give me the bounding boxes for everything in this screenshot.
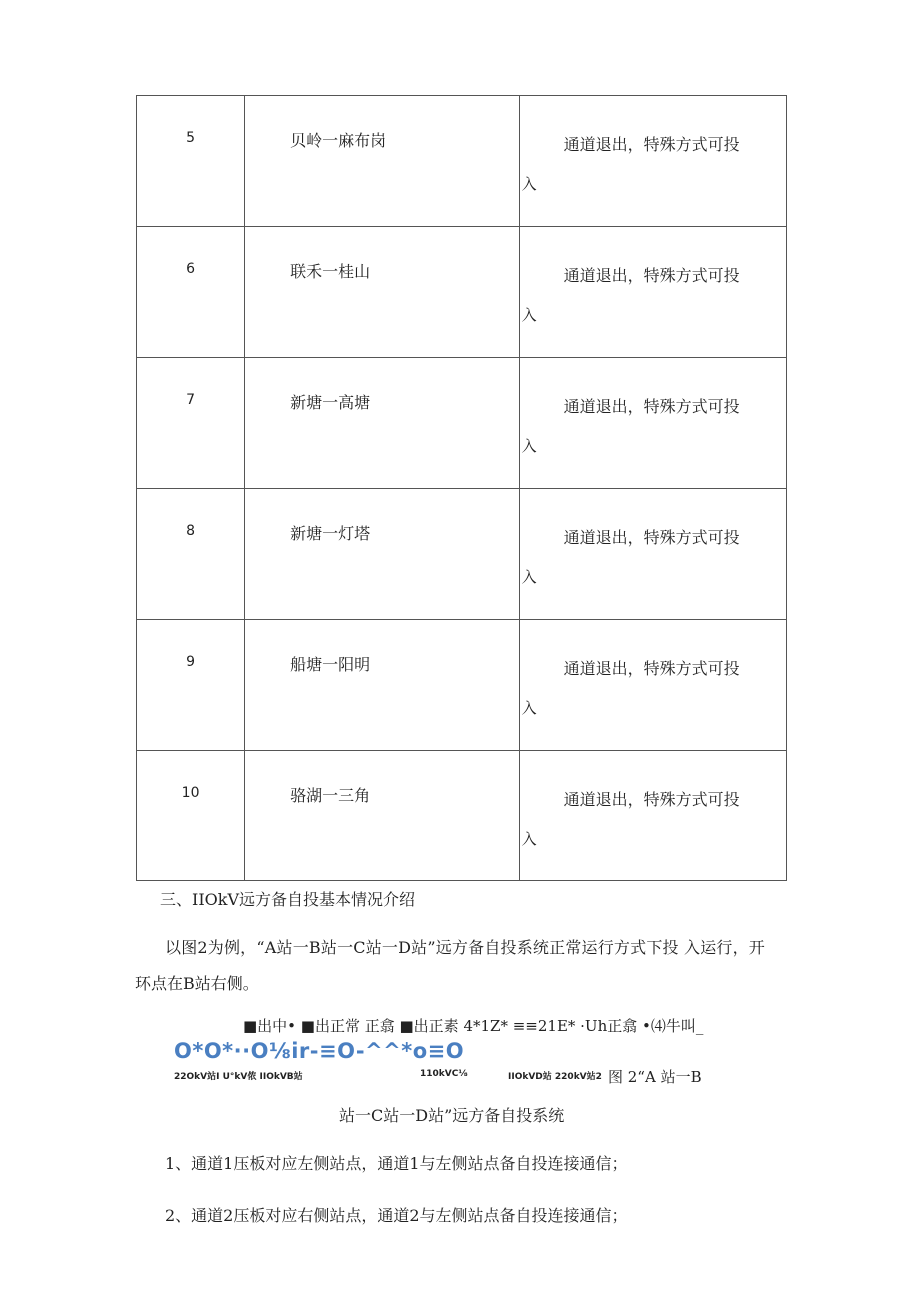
line-name-cell [245,96,519,227]
row-number-cell [137,620,245,751]
paragraph-line: 以图2为例，“A站一B站一C站一D站”远方备自投系统正常运行方式下投 入运行，开 [165,938,766,957]
line-name-cell [245,227,519,358]
row-number-cell [137,358,245,489]
status-text: 通道退出，特殊方式可投 [563,266,740,285]
section-heading: 三、IIOkV远方备自投基本情况介绍 [160,890,416,909]
status-text: 通道退出，特殊方式可投 [563,659,740,678]
status-text-wrap: 入 [521,306,537,324]
row-number: 9 [186,654,196,670]
status-text-wrap: 入 [521,437,537,455]
paragraph-line: 环点在B站右侧。 [135,974,259,993]
status-text-wrap: 入 [521,699,537,717]
figure-caption-continued: 站一C站一D站”远方备自投系统 [339,1106,565,1125]
line-name: 贝岭一麻布岗 [290,131,387,150]
table-row [137,620,787,751]
figure-station-symbols: O*O*··O⅛ir-≡O-^^*o≡O [174,1039,465,1063]
row-number-cell [137,96,245,227]
row-number-cell [137,751,245,881]
line-name: 联禾一桂山 [290,262,371,281]
status-text-wrap: 入 [521,568,537,586]
line-name: 新塘一灯塔 [290,524,371,543]
row-number: 5 [186,130,196,146]
row-number: 8 [186,523,196,539]
table-row [137,751,787,881]
table-row [137,227,787,358]
status-text-wrap: 入 [521,830,537,848]
figure-caption: 图 2“A 站一B [608,1068,702,1086]
row-number: 6 [186,261,196,277]
line-name-cell [245,620,519,751]
status-cell [519,358,786,489]
station-label: IIOkVD站 220kV站2 [508,1072,602,1082]
list-item: 1、通道1压板对应左侧站点，通道1与左侧站点备自投连接通信； [165,1154,628,1173]
line-name-cell [245,489,519,620]
status-cell [519,96,786,227]
status-text: 通道退出，特殊方式可投 [563,135,740,154]
row-number: 10 [181,785,200,801]
figure-legend-row: ■出中• ■出正常 正翕 ■出正素 4*1Z* ≡≡21E* ·Uh正翕 •⑷牛叫_ [243,1017,704,1035]
table-row [137,96,787,227]
station-label: 110kVC⅛ [420,1069,468,1079]
table-row [137,489,787,620]
line-name: 骆湖一三角 [290,786,371,805]
line-name: 新塘一高塘 [290,393,371,412]
row-number: 7 [186,392,196,408]
line-name-cell [245,751,519,881]
status-cell [519,489,786,620]
status-text: 通道退出，特殊方式可投 [563,397,740,416]
status-text: 通道退出，特殊方式可投 [563,528,740,547]
status-cell [519,751,786,881]
status-text-wrap: 入 [521,175,537,193]
table-row [137,358,787,489]
status-cell [519,227,786,358]
line-name-cell [245,358,519,489]
status-text: 通道退出，特殊方式可投 [563,790,740,809]
list-item: 2、通道2压板对应右侧站点，通道2与左侧站点备自投连接通信； [165,1206,628,1225]
row-number-cell [137,227,245,358]
row-number-cell [137,489,245,620]
channel-status-table [136,95,787,881]
figure-label-row [174,1066,734,1088]
station-label: 22OkV站I U°kV侬 IIOkVB站 [174,1072,303,1082]
status-cell [519,620,786,751]
line-name: 船塘一阳明 [290,655,371,674]
